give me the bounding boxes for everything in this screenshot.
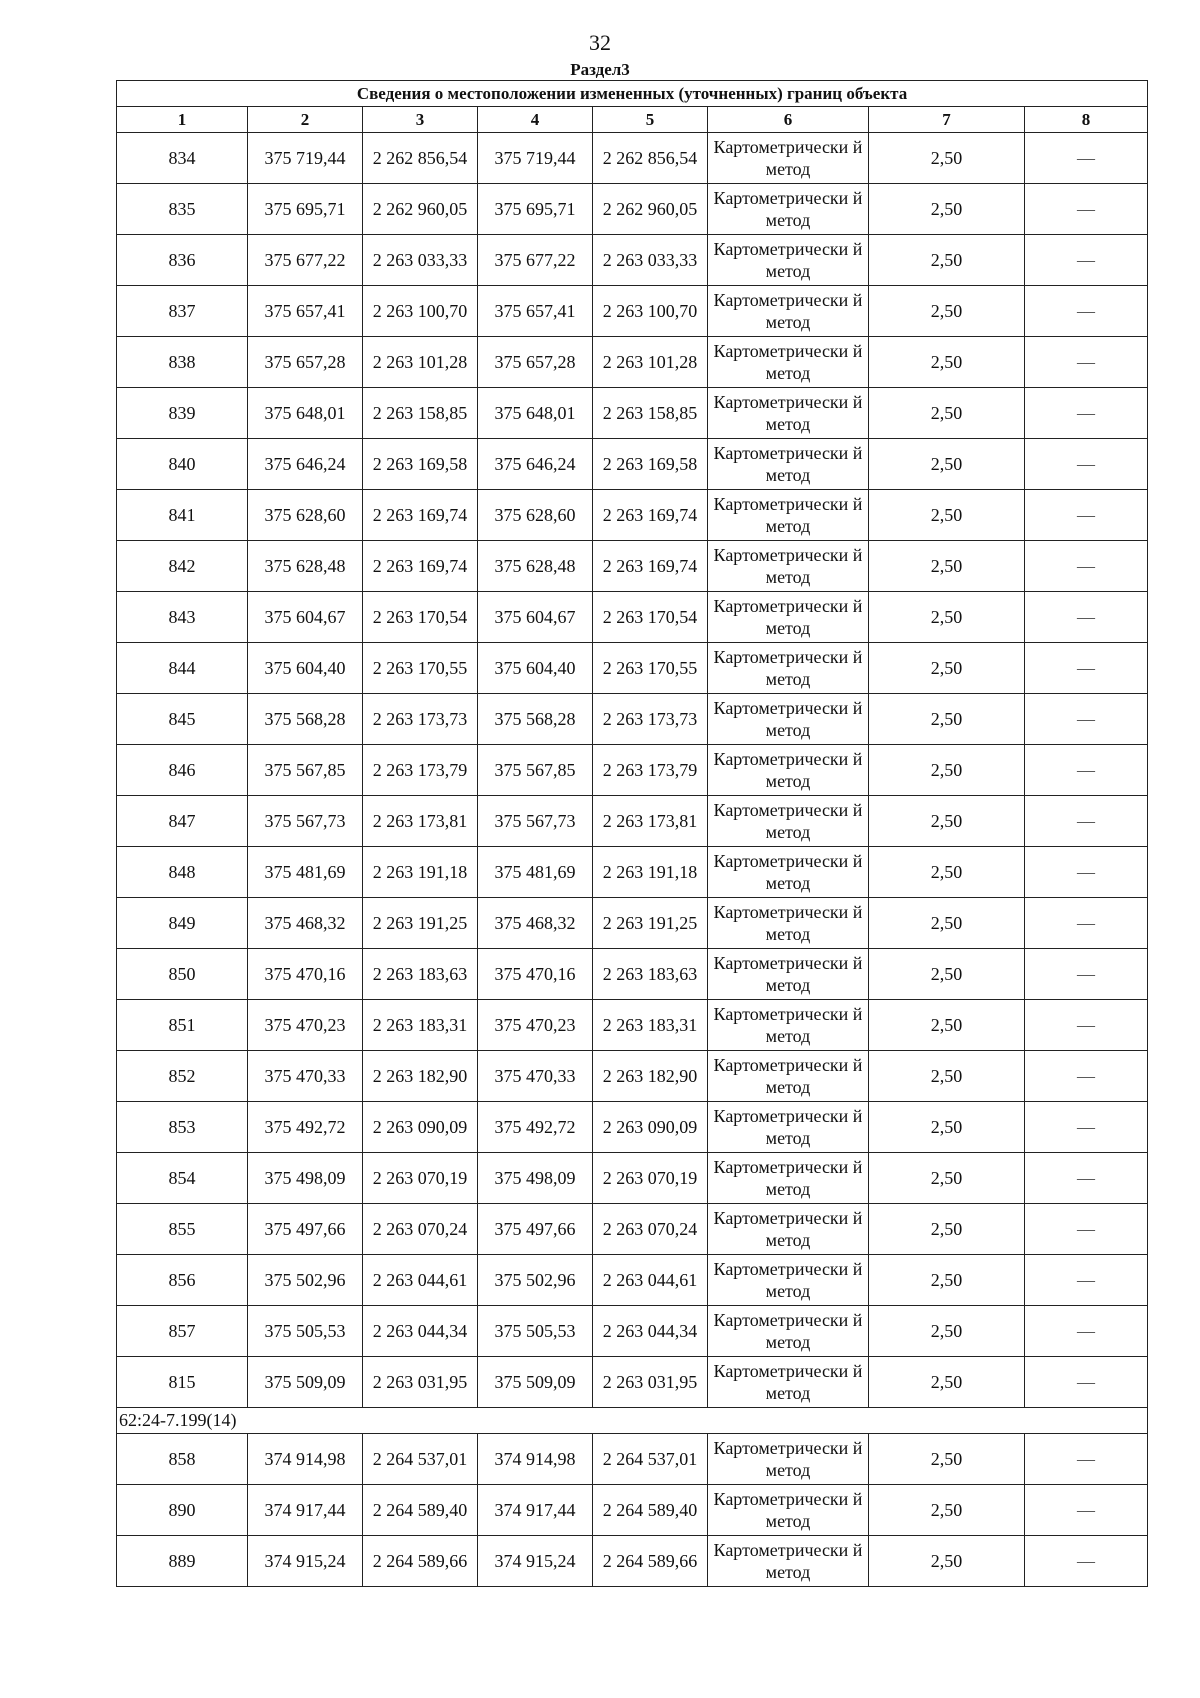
table-row — [117, 847, 1148, 898]
x-existing-cell: 375 648,01 — [248, 388, 363, 439]
x-refined-cell: 375 604,40 — [478, 643, 593, 694]
x-refined-cell: 375 470,16 — [478, 949, 593, 1000]
x-existing-cell: 375 657,41 — [248, 286, 363, 337]
point-number-cell: 815 — [117, 1357, 248, 1408]
y-existing-cell: 2 264 537,01 — [363, 1434, 478, 1485]
method-cell: Картометрически й метод — [708, 439, 869, 490]
method-cell: Картометрически й метод — [708, 745, 869, 796]
y-existing-cell: 2 263 169,74 — [363, 541, 478, 592]
column-number: 8 — [1025, 107, 1148, 133]
method-cell: Картометрически й метод — [708, 541, 869, 592]
table-row — [117, 643, 1148, 694]
accuracy-cell: 2,50 — [869, 1434, 1025, 1485]
y-refined-cell: 2 263 090,09 — [593, 1102, 708, 1153]
point-number-cell: 848 — [117, 847, 248, 898]
y-existing-cell: 2 263 033,33 — [363, 235, 478, 286]
column-number: 2 — [248, 107, 363, 133]
y-refined-cell: 2 262 856,54 — [593, 133, 708, 184]
x-existing-cell: 375 470,33 — [248, 1051, 363, 1102]
description-cell: — — [1025, 796, 1148, 847]
x-existing-cell: 375 567,85 — [248, 745, 363, 796]
table-row — [117, 133, 1148, 184]
y-refined-cell: 2 263 191,18 — [593, 847, 708, 898]
point-number-cell: 853 — [117, 1102, 248, 1153]
method-cell: Картометрически й метод — [708, 1102, 869, 1153]
method-cell: Картометрически й метод — [708, 337, 869, 388]
y-refined-cell: 2 263 100,70 — [593, 286, 708, 337]
accuracy-cell: 2,50 — [869, 796, 1025, 847]
method-cell: Картометрически й метод — [708, 1485, 869, 1536]
table-row — [117, 235, 1148, 286]
y-existing-cell: 2 262 856,54 — [363, 133, 478, 184]
table-row — [117, 1485, 1148, 1536]
x-refined-cell: 375 497,66 — [478, 1204, 593, 1255]
accuracy-cell: 2,50 — [869, 1102, 1025, 1153]
y-existing-cell: 2 263 090,09 — [363, 1102, 478, 1153]
accuracy-cell: 2,50 — [869, 1204, 1025, 1255]
description-cell: — — [1025, 1204, 1148, 1255]
method-cell: Картометрически й метод — [708, 898, 869, 949]
description-cell: — — [1025, 847, 1148, 898]
accuracy-cell: 2,50 — [869, 694, 1025, 745]
x-refined-cell: 375 481,69 — [478, 847, 593, 898]
point-number-cell: 843 — [117, 592, 248, 643]
column-number: 3 — [363, 107, 478, 133]
x-refined-cell: 375 657,41 — [478, 286, 593, 337]
method-cell: Картометрически й метод — [708, 592, 869, 643]
table-row — [117, 1102, 1148, 1153]
point-number-cell: 851 — [117, 1000, 248, 1051]
point-number-cell: 854 — [117, 1153, 248, 1204]
x-existing-cell: 375 719,44 — [248, 133, 363, 184]
accuracy-cell: 2,50 — [869, 286, 1025, 337]
y-refined-cell: 2 263 158,85 — [593, 388, 708, 439]
method-cell: Картометрически й метод — [708, 1306, 869, 1357]
y-refined-cell: 2 263 173,73 — [593, 694, 708, 745]
y-existing-cell: 2 263 191,18 — [363, 847, 478, 898]
table-row — [117, 1204, 1148, 1255]
x-existing-cell: 375 497,66 — [248, 1204, 363, 1255]
y-existing-cell: 2 263 170,55 — [363, 643, 478, 694]
description-cell: — — [1025, 1051, 1148, 1102]
y-existing-cell: 2 263 183,31 — [363, 1000, 478, 1051]
x-refined-cell: 375 567,85 — [478, 745, 593, 796]
method-cell: Картометрически й метод — [708, 694, 869, 745]
method-cell: Картометрически й метод — [708, 1536, 869, 1587]
x-existing-cell: 374 915,24 — [248, 1536, 363, 1587]
accuracy-cell: 2,50 — [869, 1051, 1025, 1102]
point-number-cell: 855 — [117, 1204, 248, 1255]
y-existing-cell: 2 263 169,74 — [363, 490, 478, 541]
table-row — [117, 1255, 1148, 1306]
y-refined-cell: 2 263 191,25 — [593, 898, 708, 949]
accuracy-cell: 2,50 — [869, 1153, 1025, 1204]
x-existing-cell: 374 917,44 — [248, 1485, 363, 1536]
table-row — [117, 388, 1148, 439]
y-refined-cell: 2 263 169,74 — [593, 541, 708, 592]
column-number: 6 — [708, 107, 869, 133]
x-existing-cell: 375 677,22 — [248, 235, 363, 286]
x-existing-cell: 375 657,28 — [248, 337, 363, 388]
point-number-cell: 852 — [117, 1051, 248, 1102]
method-cell: Картометрически й метод — [708, 1204, 869, 1255]
point-number-cell: 844 — [117, 643, 248, 694]
point-number-cell: 846 — [117, 745, 248, 796]
x-existing-cell: 375 470,23 — [248, 1000, 363, 1051]
table-row — [117, 490, 1148, 541]
table-body — [117, 81, 1148, 1587]
x-existing-cell: 375 604,40 — [248, 643, 363, 694]
y-refined-cell: 2 263 173,81 — [593, 796, 708, 847]
x-refined-cell: 375 568,28 — [478, 694, 593, 745]
description-cell: — — [1025, 388, 1148, 439]
x-refined-cell: 374 914,98 — [478, 1434, 593, 1485]
description-cell: — — [1025, 1153, 1148, 1204]
accuracy-cell: 2,50 — [869, 745, 1025, 796]
method-cell: Картометрически й метод — [708, 1051, 869, 1102]
y-existing-cell: 2 263 173,73 — [363, 694, 478, 745]
accuracy-cell: 2,50 — [869, 133, 1025, 184]
x-refined-cell: 374 917,44 — [478, 1485, 593, 1536]
point-number-cell: 836 — [117, 235, 248, 286]
accuracy-cell: 2,50 — [869, 1000, 1025, 1051]
section-title: Раздел3 — [570, 60, 630, 79]
y-refined-cell: 2 263 169,74 — [593, 490, 708, 541]
description-cell: — — [1025, 1000, 1148, 1051]
point-number-cell: 838 — [117, 337, 248, 388]
y-existing-cell: 2 264 589,40 — [363, 1485, 478, 1536]
x-existing-cell: 375 502,96 — [248, 1255, 363, 1306]
table-row — [117, 1051, 1148, 1102]
description-cell: — — [1025, 643, 1148, 694]
accuracy-cell: 2,50 — [869, 1255, 1025, 1306]
method-cell: Картометрически й метод — [708, 286, 869, 337]
x-refined-cell: 375 604,67 — [478, 592, 593, 643]
point-number-cell: 845 — [117, 694, 248, 745]
table-caption: Сведения о местоположении измененных (уточненных) границ объекта — [117, 81, 1148, 107]
y-refined-cell: 2 264 537,01 — [593, 1434, 708, 1485]
y-refined-cell: 2 263 182,90 — [593, 1051, 708, 1102]
point-number-cell: 856 — [117, 1255, 248, 1306]
x-refined-cell: 375 677,22 — [478, 235, 593, 286]
y-existing-cell: 2 263 169,58 — [363, 439, 478, 490]
y-existing-cell: 2 264 589,66 — [363, 1536, 478, 1587]
description-cell: — — [1025, 1306, 1148, 1357]
y-refined-cell: 2 263 031,95 — [593, 1357, 708, 1408]
point-number-cell: 842 — [117, 541, 248, 592]
y-existing-cell: 2 263 182,90 — [363, 1051, 478, 1102]
table-row — [117, 1000, 1148, 1051]
description-cell: — — [1025, 694, 1148, 745]
accuracy-cell: 2,50 — [869, 1357, 1025, 1408]
y-existing-cell: 2 263 191,25 — [363, 898, 478, 949]
x-refined-cell: 375 567,73 — [478, 796, 593, 847]
y-refined-cell: 2 263 070,24 — [593, 1204, 708, 1255]
column-number: 7 — [869, 107, 1025, 133]
method-cell: Картометрически й метод — [708, 1255, 869, 1306]
column-number-row — [117, 107, 1148, 133]
x-existing-cell: 375 604,67 — [248, 592, 363, 643]
point-number-cell: 837 — [117, 286, 248, 337]
x-existing-cell: 375 695,71 — [248, 184, 363, 235]
table-row — [117, 694, 1148, 745]
x-refined-cell: 375 646,24 — [478, 439, 593, 490]
method-cell: Картометрически й метод — [708, 1153, 869, 1204]
x-existing-cell: 375 505,53 — [248, 1306, 363, 1357]
table-row — [117, 541, 1148, 592]
y-refined-cell: 2 263 044,34 — [593, 1306, 708, 1357]
table-row — [117, 745, 1148, 796]
y-refined-cell: 2 263 170,55 — [593, 643, 708, 694]
column-number: 4 — [478, 107, 593, 133]
method-cell: Картометрически й метод — [708, 235, 869, 286]
description-cell: — — [1025, 1434, 1148, 1485]
y-refined-cell: 2 263 070,19 — [593, 1153, 708, 1204]
accuracy-cell: 2,50 — [869, 184, 1025, 235]
point-number-cell: 857 — [117, 1306, 248, 1357]
table-row — [117, 337, 1148, 388]
description-cell: — — [1025, 439, 1148, 490]
accuracy-cell: 2,50 — [869, 643, 1025, 694]
x-refined-cell: 375 657,28 — [478, 337, 593, 388]
x-existing-cell: 375 628,60 — [248, 490, 363, 541]
y-existing-cell: 2 263 044,61 — [363, 1255, 478, 1306]
table-row — [117, 439, 1148, 490]
y-refined-cell: 2 263 101,28 — [593, 337, 708, 388]
description-cell: — — [1025, 949, 1148, 1000]
accuracy-cell: 2,50 — [869, 388, 1025, 439]
method-cell: Картометрически й метод — [708, 184, 869, 235]
y-existing-cell: 2 263 173,79 — [363, 745, 478, 796]
y-refined-cell: 2 263 183,63 — [593, 949, 708, 1000]
table-row — [117, 1306, 1148, 1357]
table-caption-row — [117, 81, 1148, 107]
accuracy-cell: 2,50 — [869, 592, 1025, 643]
y-refined-cell: 2 264 589,40 — [593, 1485, 708, 1536]
y-existing-cell: 2 263 101,28 — [363, 337, 478, 388]
description-cell: — — [1025, 235, 1148, 286]
table-row — [117, 1434, 1148, 1485]
description-cell: — — [1025, 1357, 1148, 1408]
description-cell: — — [1025, 490, 1148, 541]
y-existing-cell: 2 263 173,81 — [363, 796, 478, 847]
table-row — [117, 898, 1148, 949]
table-row — [117, 1357, 1148, 1408]
table-row — [117, 1153, 1148, 1204]
accuracy-cell: 2,50 — [869, 1306, 1025, 1357]
y-existing-cell: 2 263 044,34 — [363, 1306, 478, 1357]
group-row — [117, 1408, 1148, 1434]
description-cell: — — [1025, 337, 1148, 388]
y-refined-cell: 2 263 183,31 — [593, 1000, 708, 1051]
table-row — [117, 949, 1148, 1000]
point-number-cell: 839 — [117, 388, 248, 439]
x-refined-cell: 375 492,72 — [478, 1102, 593, 1153]
y-existing-cell: 2 263 183,63 — [363, 949, 478, 1000]
method-cell: Картометрически й метод — [708, 1357, 869, 1408]
y-existing-cell: 2 263 158,85 — [363, 388, 478, 439]
y-refined-cell: 2 264 589,66 — [593, 1536, 708, 1587]
description-cell: — — [1025, 1536, 1148, 1587]
point-number-cell: 834 — [117, 133, 248, 184]
x-refined-cell: 375 502,96 — [478, 1255, 593, 1306]
table-row — [117, 592, 1148, 643]
x-refined-cell: 375 470,23 — [478, 1000, 593, 1051]
x-refined-cell: 375 509,09 — [478, 1357, 593, 1408]
table-row — [117, 1536, 1148, 1587]
point-number-cell: 841 — [117, 490, 248, 541]
x-refined-cell: 375 468,32 — [478, 898, 593, 949]
x-existing-cell: 375 568,28 — [248, 694, 363, 745]
x-refined-cell: 375 470,33 — [478, 1051, 593, 1102]
x-refined-cell: 375 498,09 — [478, 1153, 593, 1204]
column-number: 5 — [593, 107, 708, 133]
accuracy-cell: 2,50 — [869, 1485, 1025, 1536]
method-cell: Картометрически й метод — [708, 796, 869, 847]
method-cell: Картометрически й метод — [708, 1434, 869, 1485]
x-refined-cell: 375 719,44 — [478, 133, 593, 184]
y-existing-cell: 2 263 170,54 — [363, 592, 478, 643]
x-refined-cell: 375 628,48 — [478, 541, 593, 592]
description-cell: — — [1025, 1255, 1148, 1306]
point-number-cell: 890 — [117, 1485, 248, 1536]
boundary-coordinates-table — [116, 80, 1148, 1587]
x-refined-cell: 375 648,01 — [478, 388, 593, 439]
x-existing-cell: 374 914,98 — [248, 1434, 363, 1485]
y-existing-cell: 2 263 070,24 — [363, 1204, 478, 1255]
x-refined-cell: 374 915,24 — [478, 1536, 593, 1587]
x-existing-cell: 375 646,24 — [248, 439, 363, 490]
y-existing-cell: 2 262 960,05 — [363, 184, 478, 235]
point-number-cell: 858 — [117, 1434, 248, 1485]
accuracy-cell: 2,50 — [869, 898, 1025, 949]
y-refined-cell: 2 263 033,33 — [593, 235, 708, 286]
description-cell: — — [1025, 592, 1148, 643]
y-refined-cell: 2 263 173,79 — [593, 745, 708, 796]
x-existing-cell: 375 492,72 — [248, 1102, 363, 1153]
accuracy-cell: 2,50 — [869, 337, 1025, 388]
x-existing-cell: 375 481,69 — [248, 847, 363, 898]
method-cell: Картометрически й метод — [708, 133, 869, 184]
y-refined-cell: 2 263 170,54 — [593, 592, 708, 643]
method-cell: Картометрически й метод — [708, 490, 869, 541]
point-number-cell: 849 — [117, 898, 248, 949]
y-refined-cell: 2 263 169,58 — [593, 439, 708, 490]
description-cell: — — [1025, 286, 1148, 337]
point-number-cell: 889 — [117, 1536, 248, 1587]
point-number-cell: 850 — [117, 949, 248, 1000]
accuracy-cell: 2,50 — [869, 541, 1025, 592]
x-existing-cell: 375 498,09 — [248, 1153, 363, 1204]
table-row — [117, 184, 1148, 235]
method-cell: Картометрически й метод — [708, 643, 869, 694]
x-existing-cell: 375 628,48 — [248, 541, 363, 592]
method-cell: Картометрически й метод — [708, 388, 869, 439]
description-cell: — — [1025, 898, 1148, 949]
x-existing-cell: 375 470,16 — [248, 949, 363, 1000]
description-cell: — — [1025, 1485, 1148, 1536]
accuracy-cell: 2,50 — [869, 490, 1025, 541]
x-refined-cell: 375 695,71 — [478, 184, 593, 235]
y-existing-cell: 2 263 031,95 — [363, 1357, 478, 1408]
description-cell: — — [1025, 541, 1148, 592]
point-number-cell: 835 — [117, 184, 248, 235]
x-existing-cell: 375 509,09 — [248, 1357, 363, 1408]
page-number: 32 — [589, 30, 611, 55]
method-cell: Картометрически й метод — [708, 1000, 869, 1051]
accuracy-cell: 2,50 — [869, 1536, 1025, 1587]
y-existing-cell: 2 263 070,19 — [363, 1153, 478, 1204]
method-cell: Картометрически й метод — [708, 847, 869, 898]
x-refined-cell: 375 505,53 — [478, 1306, 593, 1357]
accuracy-cell: 2,50 — [869, 439, 1025, 490]
accuracy-cell: 2,50 — [869, 949, 1025, 1000]
accuracy-cell: 2,50 — [869, 235, 1025, 286]
description-cell: — — [1025, 133, 1148, 184]
table-row — [117, 286, 1148, 337]
y-existing-cell: 2 263 100,70 — [363, 286, 478, 337]
x-existing-cell: 375 567,73 — [248, 796, 363, 847]
description-cell: — — [1025, 745, 1148, 796]
accuracy-cell: 2,50 — [869, 847, 1025, 898]
y-refined-cell: 2 263 044,61 — [593, 1255, 708, 1306]
point-number-cell: 840 — [117, 439, 248, 490]
y-refined-cell: 2 262 960,05 — [593, 184, 708, 235]
point-number-cell: 847 — [117, 796, 248, 847]
table-row — [117, 796, 1148, 847]
x-existing-cell: 375 468,32 — [248, 898, 363, 949]
method-cell: Картометрически й метод — [708, 949, 869, 1000]
column-number: 1 — [117, 107, 248, 133]
x-refined-cell: 375 628,60 — [478, 490, 593, 541]
description-cell: — — [1025, 1102, 1148, 1153]
description-cell: — — [1025, 184, 1148, 235]
cadastral-group-label: 62:24-7.199(14) — [117, 1408, 1148, 1434]
